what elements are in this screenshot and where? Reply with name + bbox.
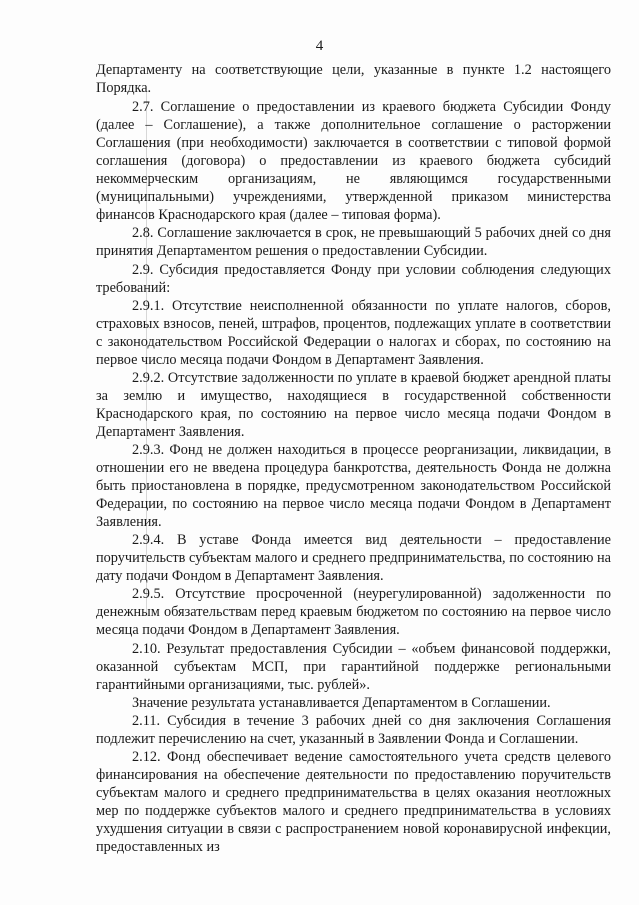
paragraph-2-9-5: 2.9.5. Отсутствие просроченной (неурегулированной) задолженности по денежным обязательствам перед краевым бюджетом по состоянию на первое число месяца подачи Фондом в Департамент Заявления. xyxy=(96,586,611,639)
paragraph-2-8: 2.8. Соглашение заключается в срок, не превышающий 5 рабочих дней со дня принятия Департаментом решения о предоставлении Субсидии. xyxy=(96,225,611,260)
document-body xyxy=(96,61,611,856)
paragraph-2-9-1: 2.9.1. Отсутствие неисполненной обязанности по уплате налогов, сборов, страховых взносов, пеней, штрафов, процентов, подлежащих уплате в соответствии с законодательством Российской Федерации о налогах и сборах, по состоянию на первое число месяца подачи Фондом в Департамент Заявления. xyxy=(96,297,611,368)
paragraph-2-12: 2.12. Фонд обеспечивает ведение самостоятельного учета средств целевого финансирования на обеспечение деятельности по предоставлению поручительств субъектам малого и среднего предпринимательства в целях оказания неотложных мер по поддержке субъектов малого и среднего предпринимательства в условиях ухудшения ситуации в связи с распространением новой коронавирусной инфекции, предоставленных из xyxy=(96,748,611,856)
paragraph-2-10: 2.10. Результат предоставления Субсидии – «объем финансовой поддержки, оказанной субъектам МСП, при гарантийной поддержке региональными гарантийными организациями, тыс. рублей». xyxy=(96,640,611,693)
paragraph-2-9-3: 2.9.3. Фонд не должен находиться в процессе реорганизации, ликвидации, в отношении его не введена процедура банкротства, деятельность Фонда не должна быть приостановлена в порядке, предусмотренном законодательством Российской Федерации, по состоянию на первое число месяца подачи Фондом в Департамент Заявления. xyxy=(96,441,611,531)
paragraph-2-11: 2.11. Субсидия в течение 3 рабочих дней со дня заключения Соглашения подлежит перечислению на счет, указанный в Заявлении Фонда и Соглашении. xyxy=(96,712,611,747)
paragraph-2-9: 2.9. Субсидия предоставляется Фонду при условии соблюдения следующих требований: xyxy=(96,261,611,296)
paragraph-result-value: Значение результата устанавливается Департаментом в Соглашении. xyxy=(132,694,551,711)
paragraph-2-9-4: 2.9.4. В уставе Фонда имеется вид деятельности – предоставление поручительств субъектам малого и среднего предпринимательства, по состоянию на дату подачи Фондом в Департамент Заявления. xyxy=(96,532,611,585)
paragraph-continuation: Департаменту на соответствующие цели, указанные в пункте 1.2 настоящего Порядка. xyxy=(96,62,611,97)
page-number: 4 xyxy=(315,38,324,54)
paragraph-2-7: 2.7. Соглашение о предоставлении из краевого бюджета Субсидии Фонду (далее – Соглашение), а также дополнительное соглашение о расторжении Соглашения (при необходимости) заключается в соответствии с типовой формой соглашения (договора) о предоставлении из краевого бюджета субсидий некоммерческим организациям, не являющимся государственными (муниципальными) учреждениями, утвержденной приказом министерства финансов Краснодарского края (далее – типовая форма). xyxy=(96,99,611,224)
paragraph-2-9-2: 2.9.2. Отсутствие задолженности по уплате в краевой бюджет арендной платы за землю и имущество, находящиеся в государственной собственности Краснодарского края, по состоянию на первое число месяца подачи Фондом в Департамент Заявления. xyxy=(96,369,611,440)
